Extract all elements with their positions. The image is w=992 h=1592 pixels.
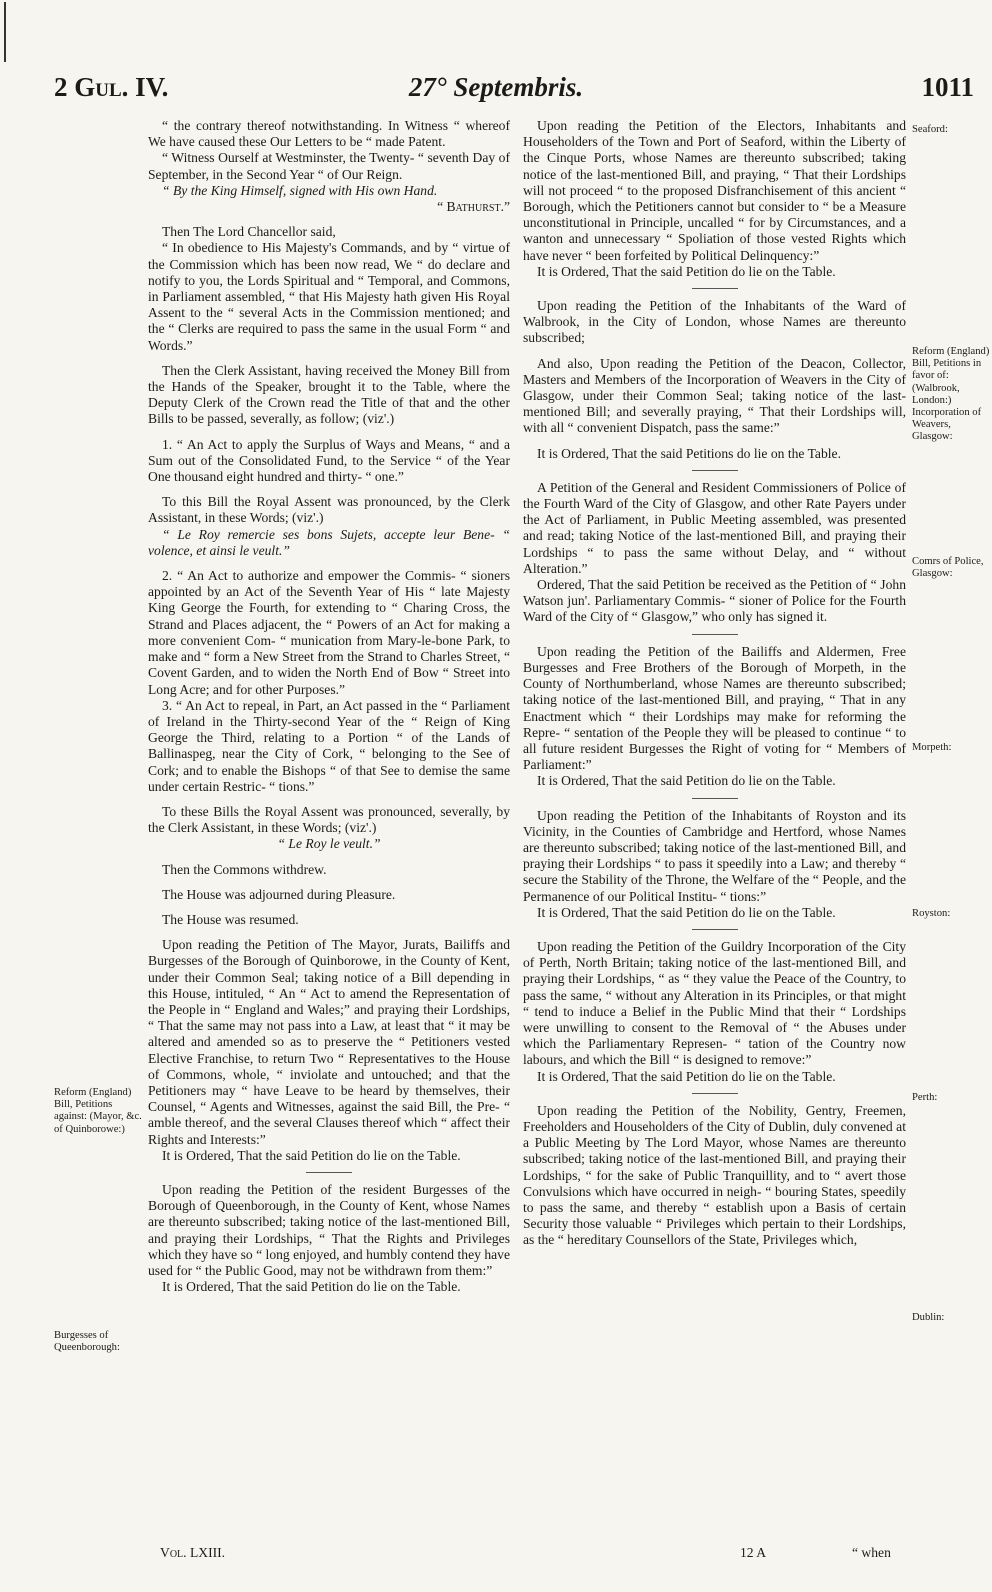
act-3: 3. “ An Act to repeal, in Part, an Act passed in the “ Parliament of Ireland in the Thirty-second Year of the “ Reign of King George the Third, relating to a Portion “ of the Lands of Ballinaspeg, near the City of Cork, “ belonging to the See of Cork; and to enable the Bishops “ of that See to demise the same under certain Restric- “ tions.” — [148, 697, 510, 794]
order-queenborough: It is Ordered, That the said Petition do lie on the Table. — [162, 1279, 461, 1295]
section-rule — [692, 929, 738, 930]
house-resumed: The House was resumed. — [162, 911, 299, 927]
margin-note-seaford: Seaford: — [912, 124, 948, 135]
house-adjourned: The House was adjourned during Pleasure. — [162, 886, 396, 902]
section-rule — [306, 1172, 352, 1173]
volume-number: Vol. LXIII. — [160, 1545, 226, 1560]
signature-mark: 12 A — [740, 1545, 767, 1560]
header-regnal-year: 2 Gul. IV. — [54, 72, 169, 102]
order-walbrook-weavers: It is Ordered, That the said Petitions do lie on the Table. — [537, 445, 841, 461]
right-column — [523, 118, 906, 1249]
petition-queenborough: Upon reading the Petition of the resident Burgesses of the Borough of Queenborough, in the County of Kent, whose Names are thereunto subscribed; taking notice of the last-mentioned Bill, and praying their Lordships, “ That the Rights and Privileges which they have so “ long enjoyed, and humbly contend they have used for “ the Public Good, may not be withdrawn from them:” — [148, 1181, 510, 1278]
margin-note-dublin: Dublin: — [912, 1312, 945, 1323]
margin-note-reform-against: Reform (England) Bill, Petitions against: (Mayor, &c. of Quinborowe:) — [54, 1087, 142, 1135]
order-royston: It is Ordered, That the said Petition do lie on the Table. — [537, 904, 836, 920]
commons-withdrew: Then the Commons withdrew. — [162, 861, 327, 877]
bathurst-signature: “ Bathurst.” — [437, 199, 510, 215]
section-rule — [692, 634, 738, 635]
left-column — [148, 118, 510, 1295]
le-roy-le-veult: “ Le Roy le veult.” — [277, 836, 381, 852]
commission-close: “ the contrary thereof notwithstanding. In Witness “ whereof We have caused these Our Letters to be “ made Patent. — [148, 118, 510, 150]
petition-walbrook: Upon reading the Petition of the Inhabitants of the Ward of Walbrook, in the City of London, whose Names are thereunto subscribed; — [523, 298, 906, 346]
petition-seaford: Upon reading the Petition of the Electors, Inhabitants and Householders of the Town and Port of Seaford, within the Liberty of the Cinque Ports, whose Names are thereunto subscribed; taking notice of the last-mentioned Bill, and praying, “ That their Lordships will not proceed “ to the proposed Disfranchisement of this ancient “ Borough, which the Petitioners cannot but consider to “ be a Measure unconstitutional in Principle, uncalled “ for by Circumstances, and a wanton and unnecessary “ Spoliation of those vested Rights which have never “ been forfeited by Political Delinquency:” — [523, 118, 906, 263]
by-the-king: “ By the King Himself, signed with His own Hand. — [162, 182, 438, 198]
header-date: 27° Septembris. — [408, 72, 584, 102]
petition-quinborowe: Upon reading the Petition of The Mayor, Jurats, Bailiffs and Burgesses of the Borough of Quinborowe, in the County of Kent, under their Common Seal; taking notice of a Bill depending in this House, intituled, “ An “ Act to amend the Representation of the People in “ England and Wales;” and praying their Lordships, “ That the same may not pass into a Law, at least that “ it may be altered and amended so as to preserve the “ Petitioners vested Elective Franchise, to return Two “ Representatives to the House of Commons, whole, “ inviolate and untouched; and that the Petitioners may “ have Leave to be heard by themselves, their Counsel, “ Agents and Witnesses, against the said Bill, the Pre- “ amble thereof, and the several Clauses thereof which “ affect their Rights and Interests:” — [148, 937, 510, 1147]
royal-assent-1: To this Bill the Royal Assent was pronounced, by the Clerk Assistant, in these Words; (viz'.) — [148, 494, 510, 526]
margin-note-reform-favor: Reform (England) Bill, Petitions in favor of: (Walbrook, London:) Incorporation of Weavers, Glasgow: — [912, 346, 990, 443]
petition-morpeth: Upon reading the Petition of the Bailiffs and Aldermen, Free Burgesses and Free Brothers of the Borough of Morpeth, in the County of Northumberland, whose Names are thereunto subscribed; taking notice of the last-mentioned Bill, and praying, “ That in any Enactment which “ their Lordships may make for reforming the Repre- “ sentation of the People they will be pleased to continue “ to all future resident Burgesses the Right of voting for “ Members of Parliament:” — [523, 643, 906, 773]
petition-weavers-glasgow: And also, Upon reading the Petition of the Deacon, Collector, Masters and Members of the Incorporation of Weavers in the City of Glasgow, under their Common Seal; taking notice of the last-mentioned Bill; and severally praying, “ That their Lordships will, with all “ convenient Dispatch, pass the same:” — [523, 355, 906, 436]
clerk-assistant-paragraph: Then the Clerk Assistant, having received the Money Bill from the Hands of the Speaker, brought it to the Table, where the Deputy Clerk of the Crown read the Title of that and the other Bills to be passed, severally, as follow; (viz'.) — [148, 362, 510, 427]
section-rule — [692, 1093, 738, 1094]
royal-assent-2: To these Bills the Royal Assent was pronounced, severally, by the Clerk Assistant, in these Words; (viz'.) — [148, 803, 510, 836]
margin-note-royston: Royston: — [912, 908, 951, 919]
lord-chancellor-speech: “ In obedience to His Majesty's Commands, and by “ virtue of the Commission which has been now read, We “ do declare and notify to you, the Lords Spiritual and “ Temporal, and Commons, in Parliament assembled, “ that His Majesty hath given His Royal Assent to the “ several Acts in the Commission mentioned; and the “ Clerks are required to pass the same in the usual Form “ and Words.” — [148, 240, 510, 353]
section-rule — [692, 798, 738, 799]
act-2: 2. “ An Act to authorize and empower the Commis- “ sioners appointed by an Act of the Seventh Year of His “ late Majesty King George the Fourth, for extending to “ Charing Cross, the Strand and Places adjacent, the “ Powers of an Act for making a more convenient Com- “ munication from Mary-le-bone Park, to make and “ form a New Street from the Strand to Charles Street, “ Covent Garden, and to widen the North End of Bow “ Street into Long Acre; and for other Purposes.” — [148, 568, 510, 697]
margin-note-perth: Perth: — [912, 1092, 938, 1103]
petition-dublin: Upon reading the Petition of the Nobility, Gentry, Freemen, Freeholders and Householders of the City of Dublin, duly convened at a Public Meeting by The Lord Mayor, whose Names are thereunto subscribed; taking notice of the last-mentioned Bill, and praying their Lordships, “ for the sake of Public Tranquillity, and to “ avert those Convulsions which have occurred in neigh- “ bouring States, speedily to pass the same, and thereby “ establish upon a Basis of certain Security those valuable “ Privileges which pertain to their Lordships, as the “ hereditary Counsellors of the State, Privileges which, — [523, 1102, 906, 1248]
page-number: 1011 — [921, 72, 974, 102]
page-edge-mark — [4, 2, 6, 62]
catchword: “ when — [852, 1545, 891, 1560]
section-rule — [692, 470, 738, 471]
le-roy-remercie: “ Le Roy remercie ses bons Sujets, accepte leur Bene- “ volence, et ainsi le veult.” — [148, 526, 510, 558]
lord-chancellor-said: Then The Lord Chancellor said, — [162, 224, 336, 240]
order-seaford: It is Ordered, That the said Petition do lie on the Table. — [537, 263, 836, 279]
margin-note-morpeth: Morpeth: — [912, 742, 952, 753]
act-1: 1. “ An Act to apply the Surplus of Ways and Means, “ and a Sum out of the Consolidated Fund, to the Service “ of the Year One thousand eight hundred and thirty- “ one.” — [148, 436, 510, 485]
witness-clause: “ Witness Ourself at Westminster, the Twenty- “ seventh Day of September, in the Second Year “ of Our Reign. — [148, 150, 510, 182]
order-morpeth: It is Ordered, That the said Petition do lie on the Table. — [537, 773, 836, 789]
margin-note-police-glasgow: Comrs of Police, Glasgow: — [912, 556, 984, 580]
petition-perth: Upon reading the Petition of the Guildry Incorporation of the City of Perth, North Britain; taking notice of the last-mentioned Bill, and praying their Lordships, “ as “ they value the Peace of the Country, to pass the same, “ without any Alteration in its Principles, or that might “ tend to induce a Belief in the Public Mind that their “ Lordships were unwilling to consent to the Removal of “ the Abuses under which the Parliamentary Represen- “ tation of the Country now labours, and which the Bill “ is designed to remove:” — [523, 938, 906, 1068]
margin-note-queenborough: Burgesses of Queenborough: — [54, 1330, 120, 1354]
petition-royston: Upon reading the Petition of the Inhabitants of Royston and its Vicinity, in the Counties of Cambridge and Hertford, whose Names are thereunto subscribed; taking notice of the last-mentioned Bill, and praying their Lordships “ to pass it speedily into a Law; and thereby “ secure the Stability of the Throne, the Welfare of the “ People, and the Permanence of our Political Institu- “ tions:” — [523, 807, 906, 904]
petition-police-glasgow: A Petition of the General and Resident Commissioners of Police of the Fourth Ward of the City of Glasgow, and other Rate Payers under the Act of Parliament, in Public Meeting assembled, was presented and read; taking Notice of the last-mentioned Bill, and praying their Lordships “ to pass the same without Delay, and “ without Alteration.” — [523, 479, 906, 576]
section-rule — [692, 288, 738, 289]
order-police-glasgow: Ordered, That the said Petition be received as the Petition of “ John Watson jun'. Parliamentary Commis- “ sioner of Police for the Fourth Ward of the City of “ Glasgow,” who only has signed it. — [523, 577, 906, 625]
order-perth: It is Ordered, That the said Petition do lie on the Table. — [537, 1068, 836, 1084]
order-quinborowe: It is Ordered, That the said Petition do lie on the Table. — [162, 1147, 461, 1163]
